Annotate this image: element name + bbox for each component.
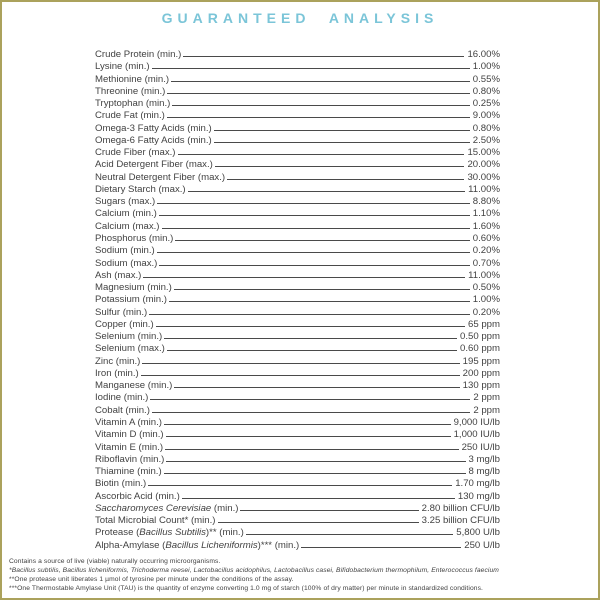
leader-line: [227, 178, 464, 180]
footnote-line: *Bacillus subtilis, Bacillus licheniformis, Trichoderma reesei, Lactobacillus acidophilus, Lactobacillus casei, Bifidobacterium thermophilum, Enterococcus faecium: [9, 567, 499, 575]
analysis-row: [95, 282, 500, 294]
analysis-row: [95, 478, 500, 490]
nutrient-value: 195 ppm: [462, 355, 500, 367]
nutrient-label: Vitamin D (min.): [95, 429, 164, 441]
nutrient-value: 11.00%: [468, 183, 500, 195]
leader-line: [142, 362, 459, 364]
leader-line: [214, 141, 470, 143]
nutrient-value: 11.00%: [468, 269, 500, 281]
analysis-row: [95, 331, 500, 343]
analysis-row: [95, 258, 500, 270]
nutrient-label: Methionine (min.): [95, 73, 170, 85]
nutrient-label: Selenium (max.): [95, 343, 165, 355]
leader-line: [164, 423, 451, 425]
nutrient-value: 3 mg/lb: [468, 453, 500, 465]
nutrient-value: 0.50 ppm: [459, 331, 500, 343]
analysis-row: [95, 368, 500, 380]
nutrient-value: 5,800 U/lb: [456, 527, 500, 539]
leader-line: [149, 313, 470, 315]
nutrient-label: Biotin (min.): [95, 478, 147, 490]
leader-line: [162, 227, 470, 229]
leader-line: [156, 325, 465, 327]
analysis-row: [95, 429, 500, 441]
nutrient-label: Phosphorus (min.): [95, 232, 174, 244]
nutrient-label: Saccharomyces Cerevisiae (min.): [95, 502, 239, 514]
leader-line: [169, 300, 470, 302]
leader-line: [175, 239, 469, 241]
analysis-row: [95, 196, 500, 208]
nutrient-value: 0.70%: [472, 257, 500, 269]
nutrient-label: Alpha-Amylase (Bacillus Licheniformis)*** (min.): [95, 539, 300, 551]
nutrient-value: 2.80 billion CFU/lb: [421, 502, 500, 514]
nutrient-value: 16.00%: [467, 49, 500, 60]
analysis-row: [95, 98, 500, 110]
nutrient-label: Sodium (min.): [95, 245, 155, 257]
leader-line: [143, 276, 465, 278]
leader-line: [172, 104, 469, 106]
analysis-row: [95, 540, 500, 552]
analysis-row: [95, 405, 500, 417]
nutrient-label: Crude Protein (min.): [95, 49, 182, 60]
nutrient-value: 8.80%: [472, 196, 500, 208]
nutrient-label: Calcium (max.): [95, 220, 160, 232]
nutrient-label: Cobalt (min.): [95, 404, 150, 416]
analysis-row: [95, 503, 500, 515]
analysis-table: [95, 49, 500, 552]
analysis-row: [95, 466, 500, 478]
leader-line: [301, 546, 461, 548]
analysis-row: [95, 380, 500, 392]
nutrient-label: Neutral Detergent Fiber (max.): [95, 171, 226, 183]
nutrient-label: Riboflavin (min.): [95, 453, 165, 465]
leader-line: [174, 288, 470, 290]
nutrient-label: Total Microbial Count* (min.): [95, 515, 216, 527]
footnote-line: ***One Thermostable Amylase Unit (TAU) is the quantity of enzyme converting 1.0 mg of starch (100% of dry matter) per minute in standardized conditions.: [9, 585, 483, 593]
nutrient-value: 130 ppm: [462, 380, 500, 392]
analysis-row: [95, 147, 500, 159]
analysis-row: [95, 74, 500, 86]
analysis-row: [95, 172, 500, 184]
nutrient-label: Ascorbic Acid (min.): [95, 490, 180, 502]
nutrient-value: 9.00%: [472, 110, 500, 122]
nutrient-value: 250 U/lb: [464, 539, 500, 551]
nutrient-value: 1.70 mg/lb: [455, 478, 500, 490]
analysis-row: [95, 356, 500, 368]
nutrient-label: Magnesium (min.): [95, 282, 172, 294]
nutrient-label: Acid Detergent Fiber (max.): [95, 159, 213, 171]
leader-line: [148, 484, 452, 486]
nutrient-value: 200 ppm: [462, 367, 500, 379]
analysis-row: [95, 527, 500, 539]
leader-line: [159, 214, 470, 216]
leader-line: [167, 349, 457, 351]
nutrient-value: 1.60%: [472, 220, 500, 232]
leader-line: [183, 55, 464, 57]
nutrient-value: 8 mg/lb: [468, 466, 500, 478]
nutrient-label: Protease (Bacillus Subtilis)** (min.): [95, 527, 244, 539]
leader-line: [167, 92, 469, 94]
nutrient-value: 1.00%: [472, 61, 500, 73]
analysis-row: [95, 135, 500, 147]
analysis-row: [95, 319, 500, 331]
analysis-row: [95, 61, 500, 73]
nutrient-value: 15.00%: [467, 147, 500, 159]
analysis-row: [95, 233, 500, 245]
nutrient-value: 0.20%: [472, 306, 500, 318]
analysis-row: [95, 343, 500, 355]
nutrient-value: 0.50%: [472, 282, 500, 294]
analysis-row: [95, 221, 500, 233]
leader-line: [152, 411, 470, 413]
nutrient-label: Lysine (min.): [95, 61, 150, 73]
nutrient-label: Crude Fat (min.): [95, 110, 165, 122]
analysis-row: [95, 515, 500, 527]
nutrient-label: Omega-6 Fatty Acids (min.): [95, 134, 212, 146]
nutrient-value: 0.20%: [472, 245, 500, 257]
nutrient-label: Sugars (max.): [95, 196, 156, 208]
leader-line: [240, 509, 418, 511]
leader-line: [141, 374, 460, 376]
footnote-line: **One protease unit liberates 1 µmol of tyrosine per minute under the conditions of the assay.: [9, 576, 294, 584]
analysis-row: [95, 110, 500, 122]
nutrient-label: Calcium (min.): [95, 208, 157, 220]
leader-line: [165, 448, 459, 450]
analysis-row: [95, 270, 500, 282]
nutrient-label: Sulfur (min.): [95, 306, 148, 318]
nutrient-label: Ash (max.): [95, 269, 142, 281]
nutrient-value: 1.10%: [472, 208, 500, 220]
nutrient-value: 65 ppm: [468, 318, 500, 330]
leader-line: [167, 116, 470, 118]
nutrient-label: Omega-3 Fatty Acids (min.): [95, 122, 212, 134]
nutrient-label: Sodium (max.): [95, 257, 158, 269]
nutrient-label: Dietary Starch (max.): [95, 183, 186, 195]
analysis-row: [95, 491, 500, 503]
nutrient-value: 0.55%: [472, 73, 500, 85]
nutrient-label: Iron (min.): [95, 367, 139, 379]
nutrient-value: 0.60 ppm: [459, 343, 500, 355]
leader-line: [174, 386, 459, 388]
leader-line: [178, 153, 465, 155]
nutrient-value: 0.60%: [472, 232, 500, 244]
analysis-row: [95, 208, 500, 220]
leader-line: [166, 435, 451, 437]
nutrient-value: 2 ppm: [473, 392, 500, 404]
analysis-row: [95, 245, 500, 257]
analysis-row: [95, 392, 500, 404]
leader-line: [164, 337, 457, 339]
leader-line: [150, 398, 470, 400]
analysis-row: [95, 454, 500, 466]
nutrient-label: Manganese (min.): [95, 380, 173, 392]
analysis-row: [95, 294, 500, 306]
nutrient-label: Tryptophan (min.): [95, 98, 171, 110]
nutrient-label: Iodine (min.): [95, 392, 149, 404]
leader-line: [246, 533, 454, 535]
nutrient-label: Threonine (min.): [95, 85, 166, 97]
nutrient-value: 9,000 IU/lb: [453, 416, 500, 428]
nutrient-value: 30.00%: [467, 171, 500, 183]
analysis-row: [95, 442, 500, 454]
footnote-line: Contains a source of live (viable) naturally occurring microorganisms.: [9, 558, 221, 566]
section-title: GUARANTEED ANALYSIS: [161, 10, 439, 26]
nutrient-value: 130 mg/lb: [457, 490, 500, 502]
analysis-row: [95, 49, 500, 61]
nutrient-value: 3.25 billion CFU/lb: [421, 515, 500, 527]
analysis-row: [95, 307, 500, 319]
leader-line: [152, 67, 470, 69]
nutrient-label: Thiamine (min.): [95, 466, 162, 478]
footnotes: [9, 558, 594, 594]
nutrient-label: Crude Fiber (max.): [95, 147, 176, 159]
leader-line: [171, 80, 470, 82]
nutrient-label: Zinc (min.): [95, 355, 141, 367]
nutrient-value: 250 IU/lb: [461, 441, 500, 453]
leader-line: [157, 251, 470, 253]
nutrient-value: 0.80%: [472, 122, 500, 134]
analysis-row: [95, 159, 500, 171]
leader-line: [218, 521, 419, 523]
leader-line: [188, 190, 466, 192]
nutrient-value: 1.00%: [472, 294, 500, 306]
nutrient-value: 2 ppm: [473, 404, 500, 416]
nutrient-label: Selenium (min.): [95, 331, 163, 343]
leader-line: [157, 202, 470, 204]
analysis-row: [95, 86, 500, 98]
nutrient-value: 0.25%: [472, 98, 500, 110]
nutrient-value: 20.00%: [467, 159, 500, 171]
leader-line: [166, 460, 465, 462]
leader-line: [159, 264, 469, 266]
analysis-row: [95, 184, 500, 196]
leader-line: [164, 472, 466, 474]
leader-line: [215, 165, 465, 167]
leader-line: [182, 497, 455, 499]
nutrient-label: Vitamin A (min.): [95, 416, 163, 428]
nutrient-value: 2.50%: [472, 134, 500, 146]
nutrient-label: Potassium (min.): [95, 294, 167, 306]
nutrient-label: Vitamin E (min.): [95, 441, 164, 453]
analysis-row: [95, 123, 500, 135]
nutrient-label: Copper (min.): [95, 318, 154, 330]
analysis-row: [95, 417, 500, 429]
nutrient-value: 1,000 IU/lb: [453, 429, 500, 441]
nutrient-value: 0.80%: [472, 85, 500, 97]
leader-line: [214, 129, 470, 131]
